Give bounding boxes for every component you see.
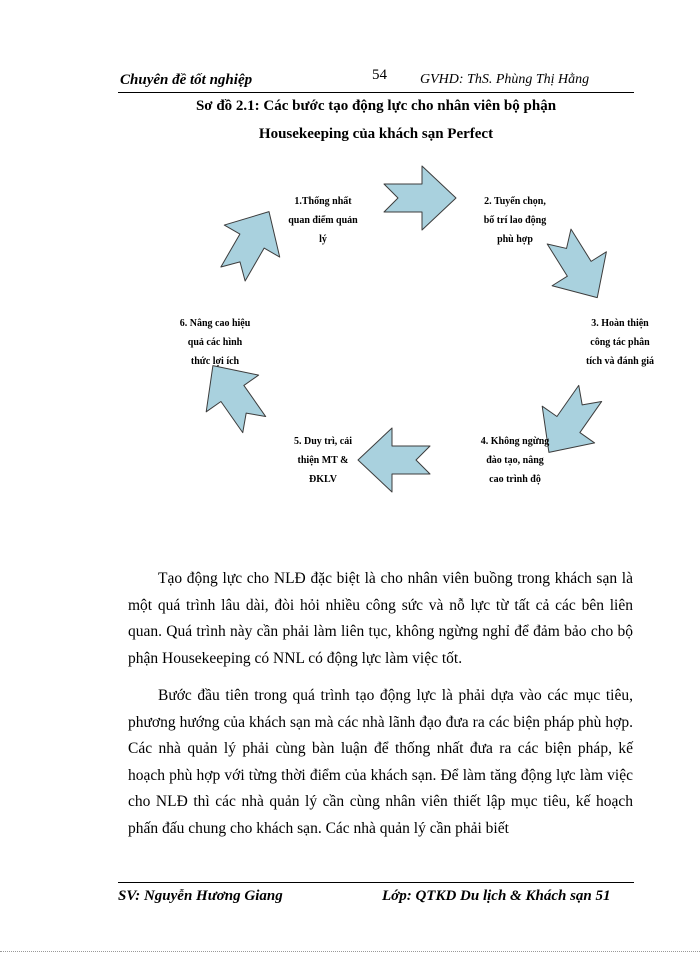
step-2-label: 2. Tuyển chọn, bố trí lao động phù hợp: [483, 196, 547, 245]
diagram-title-line1: Sơ đồ 2.1: Các bước tạo động lực cho nhân viên bộ phận: [195, 98, 557, 114]
body-paragraph-2: Bước đầu tiên trong quá trình tạo động lực là phải dựa vào các mục tiêu, phương hướng của khách sạn mà các nhà lãnh đạo đưa ra các biện pháp phù hợp. Các nhà quản lý phải cùng bàn luận để thống nhất đưa ra các biện pháp, kế hoạch phù hợp với từng thời điểm của khách sạn. Để làm tăng động lực làm việc cho NLĐ thì các nhà quản lý cần cùng nhân viên thiết lập mục tiêu, kế hoạch phấn đấu chung cho khách sạn. Các nhà quản lý cần phải biết: [128, 687, 633, 837]
step-3-label: 3. Hoàn thiện công tác phân tích và đánh giá: [585, 318, 655, 367]
body-paragraph-1: Tạo động lực cho NLĐ đặc biệt là cho nhân viên buồng trong khách sạn là một quá trình lâu dài, đòi hỏi nhiều công sức và nỗ lực từ tất cả các bên liên quan. Quá trình này cần phải làm liên tục, không ngừng nghỉ để đảm bảo cho bộ phận Housekeeping có NNL có động lực làm việc tốt.: [128, 570, 633, 667]
step-1-label: 1.Thống nhất quan điểm quản lý: [288, 196, 358, 245]
step-6-label: 6. Nâng cao hiệu quả các hình thức lợi ích: [179, 318, 251, 367]
page-edge-dotted: [0, 951, 700, 952]
footer-rule: [118, 882, 634, 883]
footer-student: SV: Nguyễn Hương Giang: [118, 888, 283, 904]
page-number: 54: [372, 67, 387, 83]
step-5-label: 5. Duy trì, cải thiện MT & ĐKLV: [293, 436, 353, 485]
step-4-label: 4. Không ngừng đào tạo, nâng cao trình độ: [480, 436, 550, 485]
header-supervisor: GVHD: ThS. Phùng Thị Hằng: [420, 72, 590, 87]
header-chapter-title: Chuyên đề tốt nghiệp: [120, 72, 253, 88]
arrow-step1-to-step2: [384, 166, 456, 230]
footer-class: Lớp: QTKD Du lịch & Khách sạn 51: [382, 888, 611, 904]
diagram-title-line2: Housekeeping của khách sạn Perfect: [258, 126, 494, 142]
